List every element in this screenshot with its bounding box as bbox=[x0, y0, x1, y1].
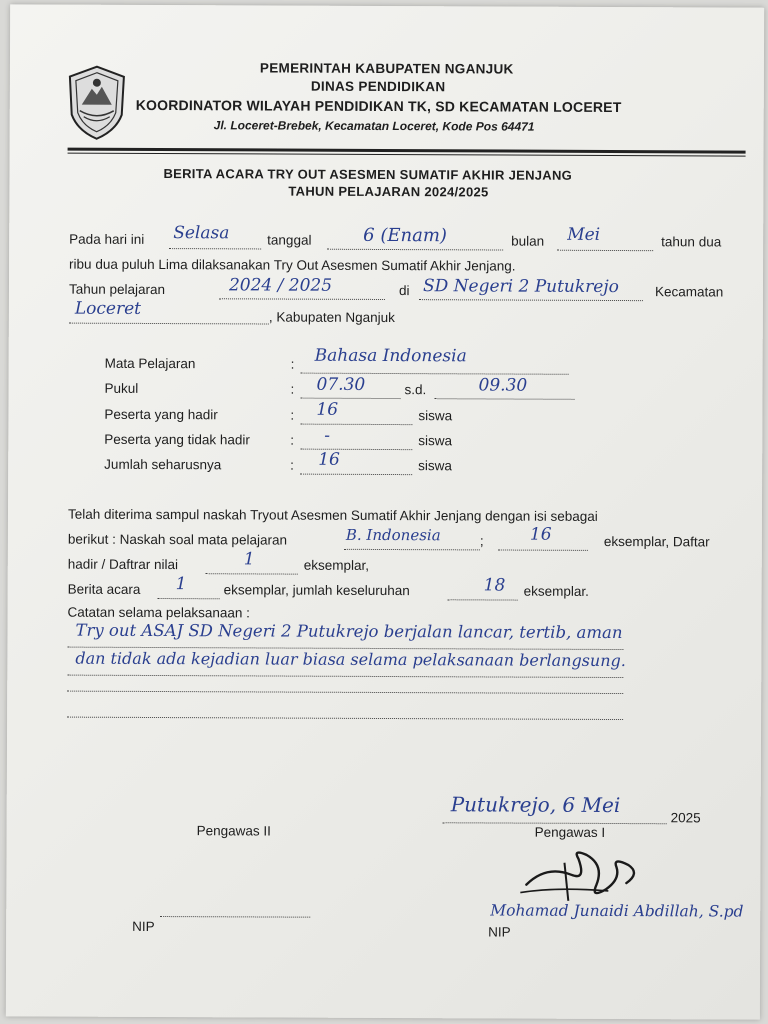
tempat-value: SD Negeri 2 Putukrejo bbox=[422, 276, 619, 298]
colon: : bbox=[290, 457, 295, 473]
pukul-selesai-value: 09.30 bbox=[478, 375, 528, 396]
sd-label: s.d. bbox=[404, 382, 427, 398]
tahun-dua-label: tahun dua bbox=[661, 234, 722, 250]
eksemplar-daftar-label: eksemplar, Daftar bbox=[603, 533, 710, 550]
hadir-daftar-label: hadir / Daftrar nilai bbox=[67, 556, 179, 573]
bulan-label: bulan bbox=[511, 233, 545, 249]
tanggal-label: tanggal bbox=[267, 232, 312, 248]
bulan-value: Mei bbox=[567, 224, 601, 245]
dotted-line bbox=[327, 249, 503, 251]
dotted-line bbox=[67, 691, 623, 694]
mapel-label: Mata Pelajaran bbox=[104, 355, 196, 372]
receipt-mapel-value: B. Indonesia bbox=[345, 525, 441, 545]
dotted-line bbox=[67, 675, 623, 678]
document-page bbox=[6, 4, 764, 1019]
kecamatan-value: Loceret bbox=[74, 298, 142, 319]
header-line-1: PEMERINTAH KABUPATEN NGANJUK bbox=[259, 60, 514, 77]
dotted-line bbox=[300, 449, 412, 450]
tahun-pelajaran-value: 2024 / 2025 bbox=[228, 275, 333, 296]
dotted-line bbox=[300, 424, 412, 425]
dotted-line bbox=[434, 398, 574, 400]
colon: : bbox=[290, 432, 295, 448]
year-label: 2025 bbox=[670, 810, 701, 826]
dotted-line bbox=[300, 474, 412, 475]
dotted-line bbox=[69, 323, 269, 325]
total-value: 18 bbox=[483, 575, 506, 596]
catatan-label: Catatan selama pelaksanaan : bbox=[67, 604, 250, 621]
di-label: di bbox=[398, 283, 410, 299]
eksemplar-titik-label: eksemplar. bbox=[523, 583, 589, 599]
colon: : bbox=[290, 407, 295, 423]
kecamatan-label: Kecamatan bbox=[654, 284, 724, 300]
opening-line-2: ribu dua puluh Lima dilaksanakan Try Out Asesmen Sumatif Akhir Jenjang. bbox=[69, 256, 516, 274]
siswa-label: siswa bbox=[418, 433, 453, 449]
nip-label-pengawas-1: NIP bbox=[488, 924, 511, 940]
pukul-label: Pukul bbox=[104, 380, 139, 396]
colon: : bbox=[290, 381, 295, 397]
dotted-line bbox=[448, 599, 518, 600]
berita-acara-label: Berita acara bbox=[67, 581, 141, 597]
signature-icon bbox=[516, 845, 646, 906]
tahun-pelajaran-label: Tahun pelajaran bbox=[68, 281, 166, 298]
tidak-hadir-value: - bbox=[324, 425, 331, 446]
hadir-value: 16 bbox=[316, 399, 339, 420]
colon: : bbox=[290, 356, 295, 372]
tanggal-value: 6 (Enam) bbox=[363, 224, 448, 247]
jumlah-value: 16 bbox=[318, 449, 340, 470]
dotted-line bbox=[419, 299, 643, 301]
header-rule-thin bbox=[68, 153, 746, 157]
siswa-label: siswa bbox=[418, 458, 453, 474]
siswa-label: siswa bbox=[418, 408, 453, 424]
dotted-line bbox=[219, 298, 385, 300]
ba-jumlah-value: 1 bbox=[175, 574, 187, 595]
header-address: Jl. Loceret-Brebek, Kecamatan Loceret, Kode Pos 64471 bbox=[213, 118, 535, 134]
dotted-line bbox=[344, 549, 480, 551]
pengawas-1-label: Pengawas I bbox=[534, 824, 606, 840]
hari-value: Selasa bbox=[173, 223, 230, 244]
mapel-value: Bahasa Indonesia bbox=[314, 345, 467, 367]
receipt-berikut: berikut : Naskah soal mata pelajaran bbox=[67, 531, 288, 548]
header-line-3: KOORDINATOR WILAYAH PENDIDIKAN TK, SD KECAMATAN LOCERET bbox=[135, 96, 622, 116]
document-title: BERITA ACARA TRY OUT ASESMEN SUMATIF AKHIR JENJANG bbox=[163, 166, 573, 183]
dotted-line bbox=[557, 250, 653, 251]
dotted-line bbox=[300, 398, 400, 399]
eksemplar-jumlah-label: eksemplar, jumlah keseluruhan bbox=[223, 582, 410, 599]
kabupaten-nganjuk-logo-icon bbox=[66, 65, 128, 141]
pengawas-2-label: Pengawas II bbox=[196, 823, 271, 839]
pada-hari-ini-label: Pada hari ini bbox=[69, 231, 145, 247]
eksemplar-koma-label: eksemplar, bbox=[303, 557, 370, 573]
kabupaten-label: , Kabupaten Nganjuk bbox=[268, 309, 395, 326]
dotted-line bbox=[67, 717, 623, 720]
daftar-jumlah-value: 1 bbox=[243, 549, 255, 570]
dotted-line bbox=[169, 248, 261, 249]
tidak-hadir-label: Peserta yang tidak hadir bbox=[104, 431, 250, 448]
header-line-2: DINAS PENDIDIKAN bbox=[310, 78, 446, 95]
dotted-line bbox=[498, 549, 588, 550]
nip-label-pengawas-2: NIP bbox=[132, 918, 155, 934]
place-date-value: Putukrejo, 6 Mei bbox=[450, 792, 621, 818]
jumlah-label: Jumlah seharusnya bbox=[104, 456, 222, 473]
document-subtitle: TAHUN PELAJARAN 2024/2025 bbox=[288, 183, 489, 200]
pengawas-1-name: Mohamad Junaidi Abdillah, S.pd bbox=[490, 901, 744, 921]
notes-line-1: Try out ASAJ SD Negeri 2 Putukrejo berjalan lancar, tertib, aman bbox=[75, 620, 623, 643]
semicolon: ; bbox=[479, 533, 484, 549]
hadir-label: Peserta yang hadir bbox=[104, 406, 218, 423]
naskah-jumlah-value: 16 bbox=[529, 524, 552, 545]
notes-line-2: dan tidak ada kejadian luar biasa selama pelaksanaan berlangsung. bbox=[75, 648, 626, 671]
receipt-line-1: Telah diterima sampul naskah Tryout Asesmen Sumatif Akhir Jenjang dengan isi sebagai bbox=[67, 506, 598, 524]
signature-line-pengawas-2 bbox=[160, 916, 310, 918]
dotted-line bbox=[206, 573, 298, 574]
dotted-line bbox=[158, 598, 220, 599]
pukul-mulai-value: 07.30 bbox=[316, 374, 366, 395]
